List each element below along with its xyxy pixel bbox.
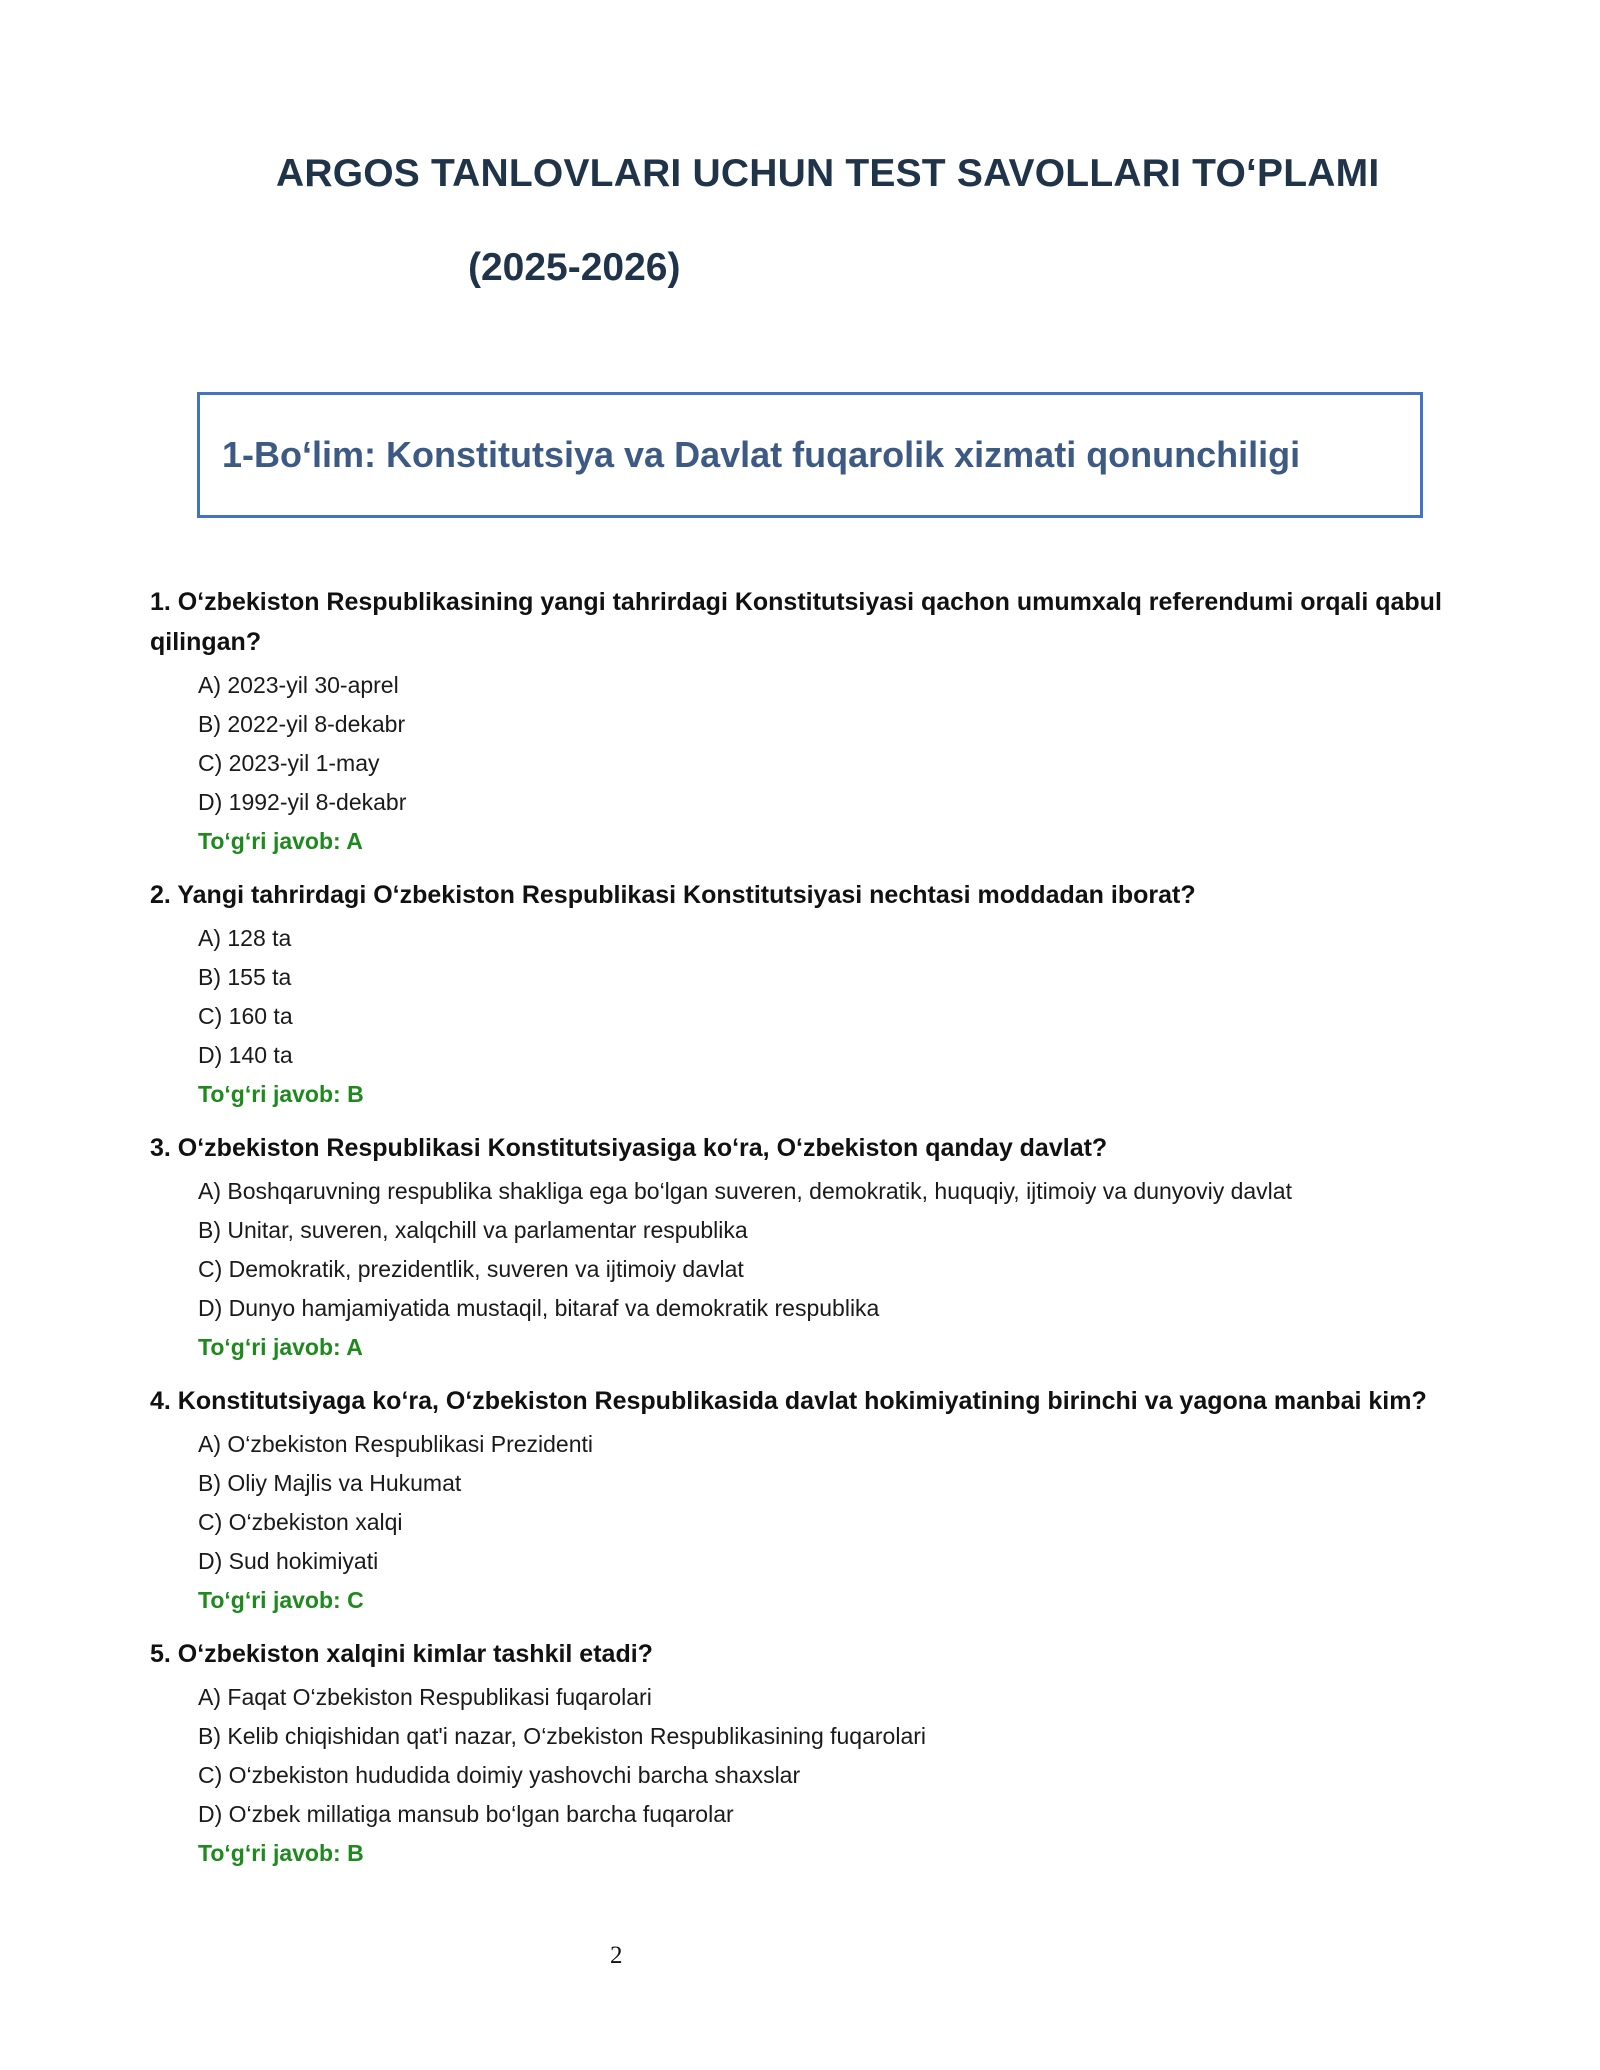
correct-answer: To‘g‘ri javob: B [198, 1840, 364, 1866]
option-d: D) 1992-yil 8-dekabr [198, 789, 407, 815]
correct-answer: To‘g‘ri javob: A [198, 828, 363, 854]
option-d: D) Dunyo hamjamiyatida mustaqil, bitaraf va demokratik respublika [198, 1295, 880, 1321]
question-3 [150, 1128, 1450, 1367]
option-b: B) 2022-yil 8-dekabr [198, 711, 406, 737]
option-b: B) Kelib chiqishidan qat'i nazar, O‘zbekiston Respublikasining fuqarolari [198, 1723, 927, 1749]
option-c: C) 160 ta [198, 1003, 293, 1029]
option-b: B) 155 ta [198, 964, 292, 990]
question-text: 4. Konstitutsiyaga ko‘ra, O‘zbekiston Respublikasida davlat hokimiyatining birinchi va yagona manbai kim? [150, 1387, 1427, 1415]
section-heading-box [197, 392, 1423, 518]
option-b: B) Oliy Majlis va Hukumat [198, 1470, 462, 1496]
option-d: D) 140 ta [198, 1042, 293, 1068]
answer-options [150, 1172, 1450, 1367]
option-a: A) Faqat O‘zbekiston Respublikasi fuqarolari [198, 1684, 652, 1710]
answer-options [150, 919, 1450, 1114]
question-list [150, 582, 1450, 1887]
option-d: D) Sud hokimiyati [198, 1548, 379, 1574]
option-c: C) 2023-yil 1-may [198, 750, 380, 776]
answer-options [150, 666, 1450, 861]
question-2 [150, 875, 1450, 1114]
question-text: 3. O‘zbekiston Respublikasi Konstitutsiyasiga ko‘ra, O‘zbekiston qanday davlat? [150, 1134, 1108, 1162]
answer-options [150, 1678, 1450, 1873]
question-5 [150, 1634, 1450, 1873]
document-title: ARGOS TANLOVLARI UCHUN TEST SAVOLLARI TO‘PLAMI [276, 152, 1380, 195]
document-subtitle: (2025-2026) [468, 246, 681, 289]
question-text: 2. Yangi tahrirdagi O‘zbekiston Respublikasi Konstitutsiyasi nechtasi moddadan iborat? [150, 881, 1196, 909]
page-number: 2 [610, 1942, 623, 1969]
option-c: C) O‘zbekiston xalqi [198, 1509, 403, 1535]
correct-answer: To‘g‘ri javob: A [198, 1334, 363, 1360]
option-c: C) Demokratik, prezidentlik, suveren va ijtimoiy davlat [198, 1256, 744, 1282]
question-text: 5. O‘zbekiston xalqini kimlar tashkil etadi? [150, 1640, 653, 1668]
option-b: B) Unitar, suveren, xalqchill va parlamentar respublika [198, 1217, 748, 1243]
section-title: 1-Bo‘lim: Konstitutsiya va Davlat fuqarolik xizmati qonunchiligi [222, 434, 1301, 475]
question-4 [150, 1381, 1450, 1620]
option-a: A) 128 ta [198, 925, 292, 951]
answer-options [150, 1425, 1450, 1620]
question-text: 1. O‘zbekiston Respublikasining yangi tahrirdagi Konstitutsiyasi qachon umumxalq referendumi orqali qabul qilingan? [150, 588, 1442, 656]
correct-answer: To‘g‘ri javob: B [198, 1081, 364, 1107]
option-a: A) Boshqaruvning respublika shakliga ega bo‘lgan suveren, demokratik, huquqiy, ijtimoiy va dunyoviy davlat [198, 1178, 1292, 1204]
option-c: C) O‘zbekiston hududida doimiy yashovchi barcha shaxslar [198, 1762, 801, 1788]
option-d: D) O‘zbek millatiga mansub bo‘lgan barcha fuqarolar [198, 1801, 734, 1827]
correct-answer: To‘g‘ri javob: C [198, 1587, 364, 1613]
option-a: A) O‘zbekiston Respublikasi Prezidenti [198, 1431, 594, 1457]
option-a: A) 2023-yil 30-aprel [198, 672, 399, 698]
question-1 [150, 582, 1450, 861]
